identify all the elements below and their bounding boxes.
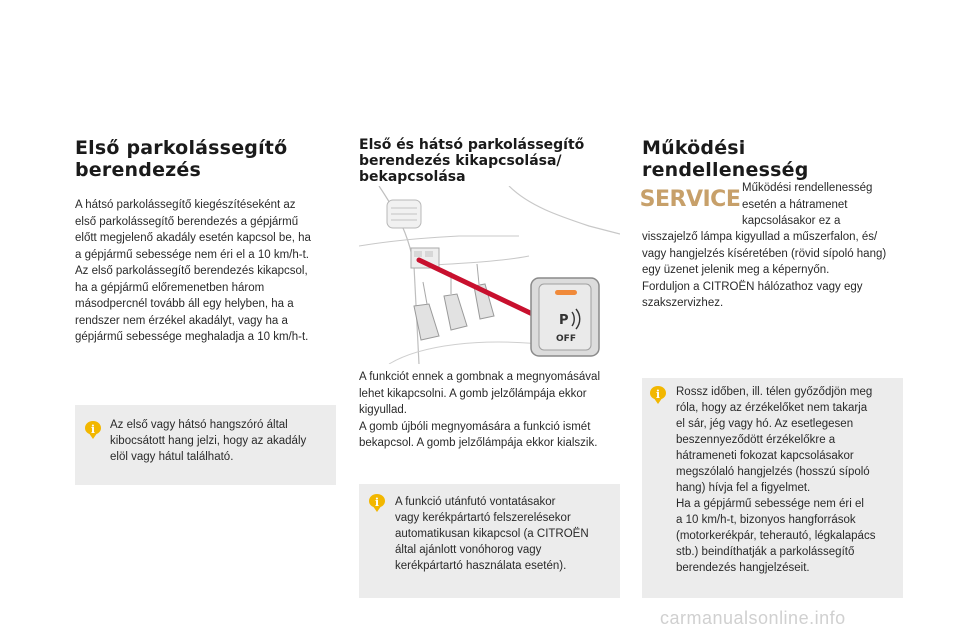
section-body: A funkciót ennek a gombnak a megnyomásával lehet kikapcsolni. A gomb jelzőlámpája ekkor kigyullad. A gomb újbóli megnyomására a funkció ismét bekapcsol. A gomb jelzőlámpája ekkor kialszik. xyxy=(359,371,601,449)
info-icon xyxy=(85,421,101,439)
title-line: Első és hátsó parkolássegítő xyxy=(359,137,585,153)
section-front-parking-assist xyxy=(75,137,340,346)
info-text: Rossz időben, ill. télen győződjön meg róla, hogy az érzékelőket nem takarja el sár, jég vagy hó. Az esetlegesen beszennyeződött érzékelőkre a hátrameneti fokozat kapcsolásakor megszólaló hangjelzés (hosszú sípoló hang) hívja fel a figyelmet. Ha a gépjármű sebessége nem éri el a 10 km/h-t, bizonyos hangforrások (motorkerékpár, teherautó, légkalapács stb.) beindíthatják a parkolássegítő berendezés hangjelzéseit. xyxy=(676,386,876,574)
title-line: bekapcsolása xyxy=(359,169,466,185)
title-line: rendellenesség xyxy=(642,159,809,181)
info-text: Az első vagy hátsó hangszóró által kibocsátott hang jelzi, hogy az akadály elöl vagy hátul található. xyxy=(110,419,307,463)
info-icon xyxy=(650,386,666,404)
title-line: berendezés kikapcsolása/ xyxy=(359,153,562,169)
section-body: A hátsó parkolássegítő kiegészítéseként az első parkolássegítő berendezés a gépjármű előtt megjelenő akadály esetén kapcsol be, ha a gépjármű sebessége nem éri el a 10 km/h-t. Az első parkolássegítő berendezés kikapcsol, ha a gépjármű előremenetben három másodpercnél tovább áll egy helyben, ha a rendszer nem érzékel akadályt, vagy ha a gépjármű sebessége meghaladja a 10 km/h-t. xyxy=(75,199,311,343)
section-body-top: Működési rendellenesség esetén a hátramenet kapcsolásakor ez a xyxy=(742,182,873,227)
info-box-sensors xyxy=(642,378,903,598)
title-line: Működési xyxy=(642,137,746,159)
info-box-speaker xyxy=(75,405,336,485)
section-title xyxy=(642,137,907,181)
service-warning-icon: SERVICE xyxy=(639,186,741,212)
title-line: Első parkolássegítő xyxy=(75,137,288,159)
section-toggle-body xyxy=(359,369,623,452)
info-text: A funkció utánfutó vontatásakor vagy kerékpártartó felszerelésekor automatikusan kikapcsol (a CITROËN által ajánlott vonóhorog vagy kerékpártartó használata esetén). xyxy=(395,496,589,572)
svg-text:i: i xyxy=(90,423,96,436)
section-body: visszajelző lámpa kigyullad a műszerfalon, és/ vagy hangjelzés kíséretében (rövid sípoló hang) egy üzenet jelenik meg a képernyőn. Forduljon a CITROËN hálózathoz vagy egy szakszervizhez. xyxy=(642,231,887,309)
svg-text:i: i xyxy=(374,496,380,509)
info-box-towing xyxy=(359,484,620,598)
section-title xyxy=(75,137,340,181)
svg-text:i: i xyxy=(655,388,661,401)
watermark: carmanualsonline.info xyxy=(660,608,846,628)
off-button-label: OFF xyxy=(556,334,576,344)
info-icon xyxy=(369,494,385,512)
section-parking-assist-toggle xyxy=(359,137,621,185)
section-title xyxy=(359,137,621,185)
svg-text:P: P xyxy=(559,313,569,328)
section-malfunction xyxy=(642,137,907,181)
title-line: berendezés xyxy=(75,159,202,181)
dashboard-photo xyxy=(359,186,620,364)
